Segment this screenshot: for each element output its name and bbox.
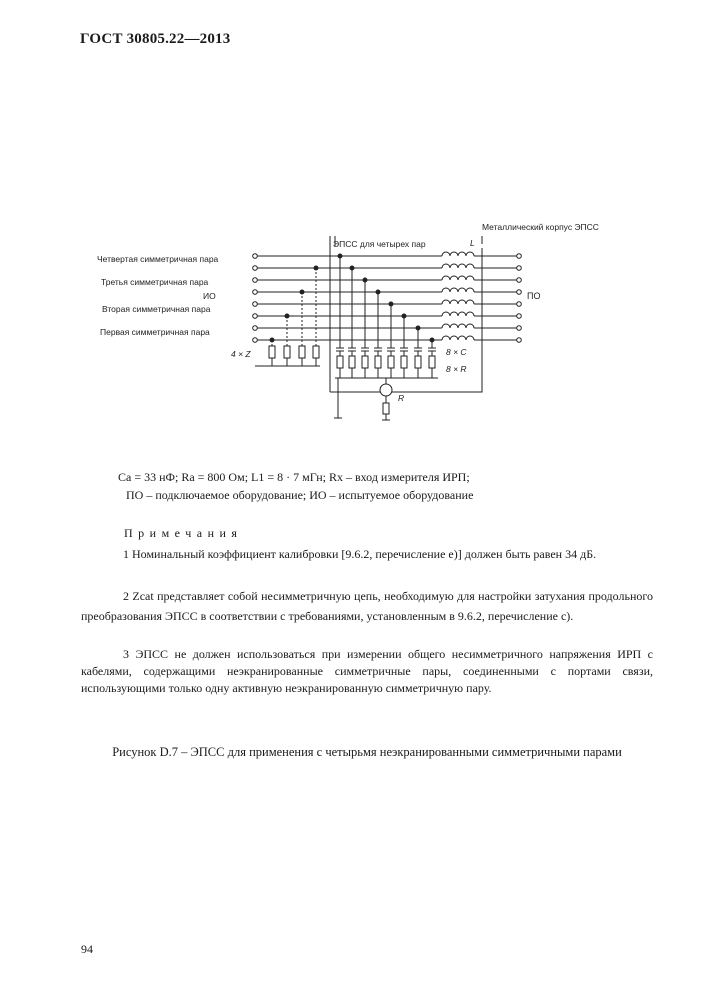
note-3-text: 3 ЭПСС не должен использоваться при измерении общего несимметричного напряжения ИРП с кабелями, содержащими неэкранированные симметричные пары, соединенными с портами связи, использующими только одну активную неэкранированную симметричную пару. (81, 647, 653, 695)
line-terminal-right (517, 338, 522, 343)
line-terminal-left (253, 302, 258, 307)
note-1-text: 1 Номинальный коэффициент калибровки [9.6.2, перечисление е)] должен быть равен 34 дБ. (123, 547, 597, 561)
inductor-coil (442, 276, 474, 280)
line-terminal-right (517, 314, 522, 319)
line-terminal-left (253, 278, 258, 283)
line-terminal-right (517, 266, 522, 271)
ra-resistor (375, 356, 381, 368)
ra-resistor (388, 356, 394, 368)
line-terminal-right (517, 326, 522, 331)
line-terminal-left (253, 254, 258, 259)
ra-resistor (337, 356, 343, 368)
page-number: 94 (81, 942, 93, 956)
ra-resistor (349, 356, 355, 368)
line-terminal-left (253, 314, 258, 319)
note-2 (81, 586, 653, 626)
note-1 (81, 544, 653, 564)
inductor-coil (442, 312, 474, 316)
ra-resistor (401, 356, 407, 368)
inductor-coil (442, 252, 474, 256)
rx-meter-symbol (380, 384, 392, 396)
eut-label: ИО (203, 291, 216, 301)
notes-title: Примечания (124, 526, 243, 540)
zcat-resistor (299, 346, 305, 358)
ca-label: 8 × C (446, 347, 467, 357)
inductor-coil (442, 336, 474, 340)
legend-line-2: ПО – подключаемое оборудование; ИО – испытуемое оборудование (126, 488, 474, 502)
figure-caption: Рисунок D.7 – ЭПСС для применения с четырьмя неэкранированными симметричными парами (112, 745, 622, 759)
pair4-label: Четвертая симметричная пара (97, 254, 219, 264)
rx-label: R (398, 393, 405, 403)
line-terminal-right (517, 290, 522, 295)
inductor-coil (442, 288, 474, 292)
inductor-label: L (470, 238, 475, 248)
pair1-label: Первая симметричная пара (100, 327, 210, 337)
note-3 (81, 646, 653, 697)
line-terminal-left (253, 326, 258, 331)
document-header: ГОСТ 30805.22—2013 (80, 31, 231, 47)
line-terminal-left (253, 266, 258, 271)
aan-block-label: ЭПСС для четырех пар (333, 239, 426, 249)
zcat-resistor (269, 346, 275, 358)
zcat-label: 4 × Z (231, 349, 251, 359)
rx-resistor (383, 403, 389, 414)
zcat-resistor (313, 346, 319, 358)
line-terminal-right (517, 278, 522, 283)
aan-circuit-diagram (0, 0, 702, 470)
ra-resistor (415, 356, 421, 368)
line-terminal-right (517, 254, 522, 259)
legend-line-1: Cа = 33 нФ; Rа = 800 Ом; L1 = 8 · 7 мГн; Rx – вход измерителя ИРП; (118, 470, 470, 484)
pair3-label: Третья симметричная пара (101, 277, 209, 287)
inductor-coil (442, 324, 474, 328)
ae-label: ПО (527, 291, 541, 301)
ra-label: 8 × R (446, 364, 467, 374)
ra-resistor (429, 356, 435, 368)
line-terminal-right (517, 302, 522, 307)
enclosure-label: Металлический корпус ЭПСС (482, 222, 599, 232)
note-2-text: 2 Zcat представляет собой несимметричную цепь, необходимую для настройки затухания продольного преобразования ЭПСС в соответствии с требованиями, установленным в 9.6.2, перечисление с). (81, 589, 653, 623)
zcat-resistor (284, 346, 290, 358)
inductor-coil (442, 264, 474, 268)
pair2-label: Вторая симметричная пара (102, 304, 211, 314)
inductor-coil (442, 300, 474, 304)
ra-resistor (362, 356, 368, 368)
line-terminal-left (253, 290, 258, 295)
line-terminal-left (253, 338, 258, 343)
